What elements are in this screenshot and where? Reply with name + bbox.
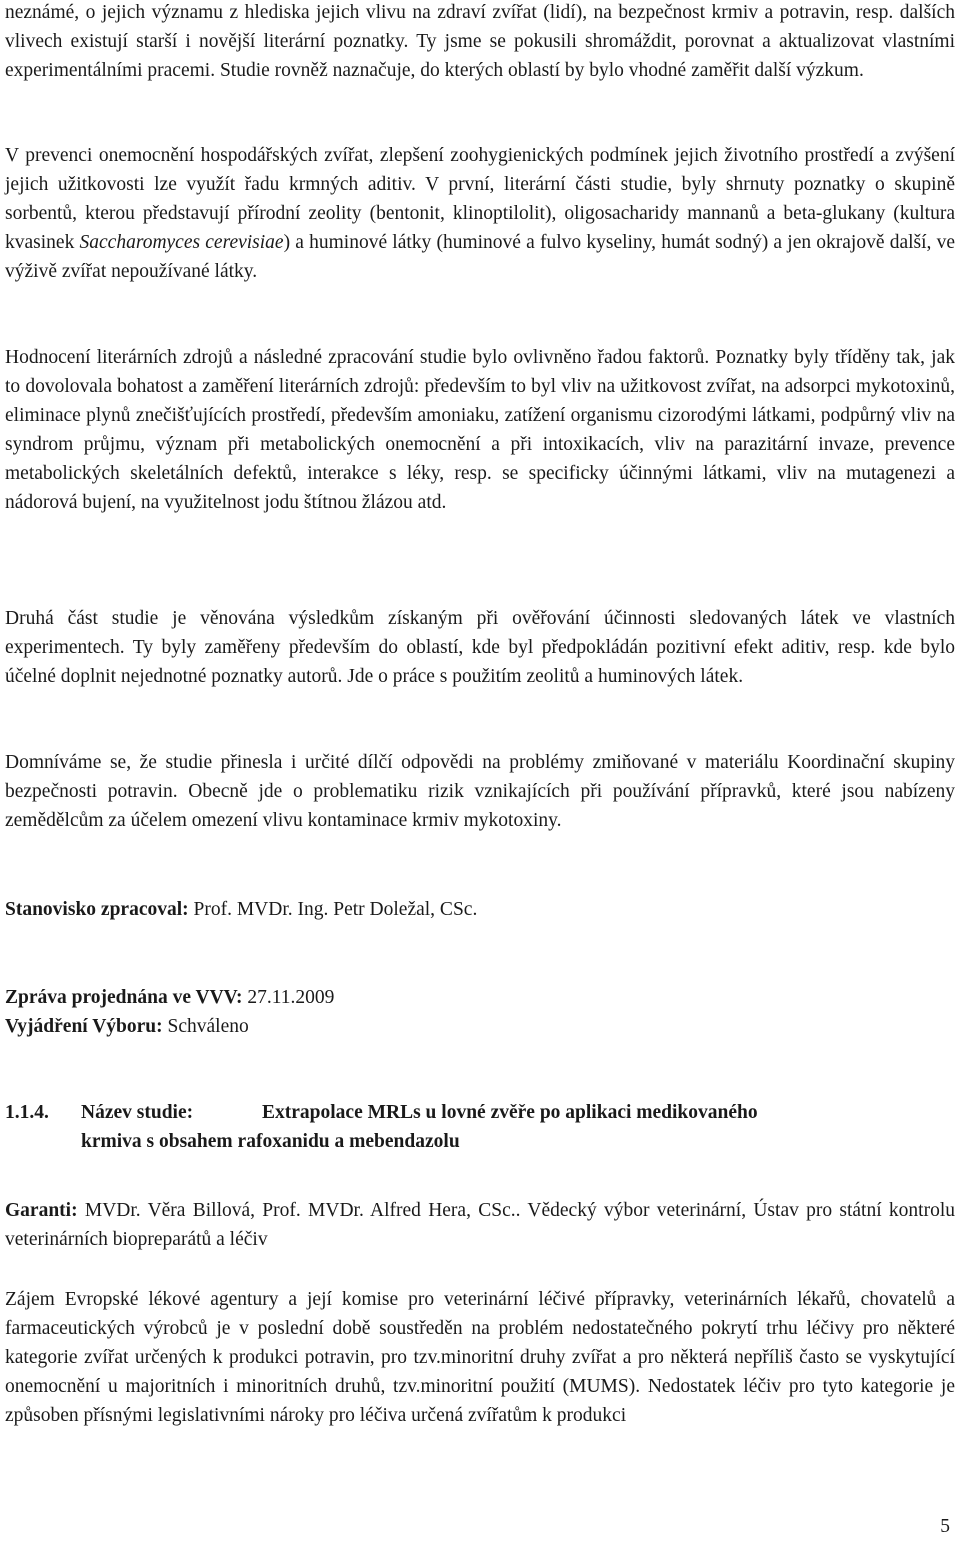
committee-statement-value: Schváleno (162, 1016, 249, 1037)
meeting-date-value: 27.11.2009 (242, 987, 335, 1008)
author-label: Stanovisko zpracoval: (5, 899, 189, 920)
guarantors-paragraph (5, 1196, 955, 1254)
paragraph-evaluation: Hodnocení literárních zdrojů a následné zpracování studie bylo ovlivněno řadou faktorů. Poznatky byly tříděny tak, jak to dovolovala bohatost a zaměření literárních zdrojů: především to byl vliv na užitkovost zvířat, na adsorpci mykotoxinů, eliminace plynů znečišťujících prostředí, především amoniaku, zatížení organismu cizorodými látkami, podpůrný vliv na syndrom průjmu, význam při metabolických onemocnění a při intoxikacích, vliv na parazitární invaze, prevence metabolických skeletálních defektů, interakce s léky, resp. se specificky účinnými látkami, vliv na mutagenezi a nádorová bujení, na využitelnost jodu štítnou žlázou atd. (5, 347, 955, 513)
committee-statement-label: Vyjádření Výboru: (5, 1016, 163, 1037)
study-title-line2: krmiva s obsahem rafoxanidu a mebendazolu (81, 1131, 460, 1152)
meeting-date-line (5, 983, 334, 1012)
page-number: 5 (940, 1516, 950, 1537)
paragraph-prevention (5, 141, 955, 286)
meeting-date-label: Zpráva projednána ve VVV: (5, 987, 243, 1008)
study-name-label: Název studie: (81, 1102, 194, 1123)
paragraph-conclusion: Domníváme se, že studie přinesla i určité dílčí odpovědi na problémy zmiňované v materiálu Koordinační skupiny bezpečnosti potravin. Obecně jde o problematiku rizik vznikajících při používání přípravků, které jsou nabízeny zemědělcům za účelem omezení vlivu kontaminace krmiv mykotoxiny. (5, 752, 955, 831)
author-value: Prof. MVDr. Ing. Petr Doležal, CSc. (188, 899, 478, 920)
committee-statement-line (5, 1012, 249, 1041)
guarantors-label: Garanti: (5, 1200, 78, 1221)
guarantors-value: MVDr. Věra Billová, Prof. MVDr. Alfred Hera, CSc.. Vědecký výbor veterinární, Ústav pro státní kontrolu veterinárních biopreparátů a léčiv (5, 1200, 955, 1250)
paragraph-ema: Zájem Evropské lékové agentury a její komise pro veterinární léčivé přípravky, veterinárních lékařů, chovatelů a farmaceutických výrobců je v poslední době soustředěn na problém nedostatečného pokrytí trhu léčivy pro některé kategorie zvířat určených k produkci potravin, pro tzv.minoritní druhy zvířat a pro některá nepříliš často se vyskytující onemocnění u majoritních i minoritních druhů, tzv.minoritní použití (MUMS). Nedostatek léčiv pro tyto kategorie je způsoben přísnými legislativními nároky pro léčiva určená zvířatům k produkci (5, 1289, 955, 1426)
paragraph-prevention-text-b: ) a huminové látky (huminové a fulvo kyseliny, humát sodný) a jen okrajově další, ve výživě zvířat nepoužívané látky. (5, 232, 955, 282)
paragraph-prevention-text-a: V prevenci onemocnění hospodářských zvířat, zlepšení zoohygienických podmínek jejich životního prostředí a zvýšení jejich užitkovosti lze využít řadu krmných aditiv. V první, literární části studie, byly shrnuty poznatky o skupině sorbentů, kterou představují přírodní zeolity (bentonit, klinoptilolit), oligosacharidy mannanů a beta-glukany (kultura kvasinek (5, 145, 955, 253)
study-number: 1.1.4. (5, 1102, 49, 1123)
author-line (5, 895, 477, 924)
paragraph-intro: neznámé, o jejich významu z hlediska jejich vlivu na zdraví zvířat (lidí), na bezpečnost krmiv a potravin, resp. dalších vlivech existují starší i novější literární poznatky. Ty jsme se pokusili shromáždit, porovnat a aktualizovat vlastními experimentálními pracemi. Studie rovněž naznačuje, do kterých oblastí by bylo vhodné zaměřit další výzkum. (5, 2, 955, 81)
study-title-line1: Extrapolace MRLs u lovné zvěře po aplikaci medikovaného (262, 1102, 758, 1123)
species-name: Saccharomyces cerevisiae (79, 232, 284, 253)
paragraph-second-part: Druhá část studie je věnována výsledkům získaným při ověřování účinnosti sledovaných látek ve vlastních experimentech. Ty byly zaměřeny především do oblastí, kde byl předpokládán pozitivní efekt aditiv, resp. kde bylo účelné doplnit nejednotné poznatky autorů. Jde o práce s použitím zeolitů a huminových látek. (5, 608, 955, 687)
